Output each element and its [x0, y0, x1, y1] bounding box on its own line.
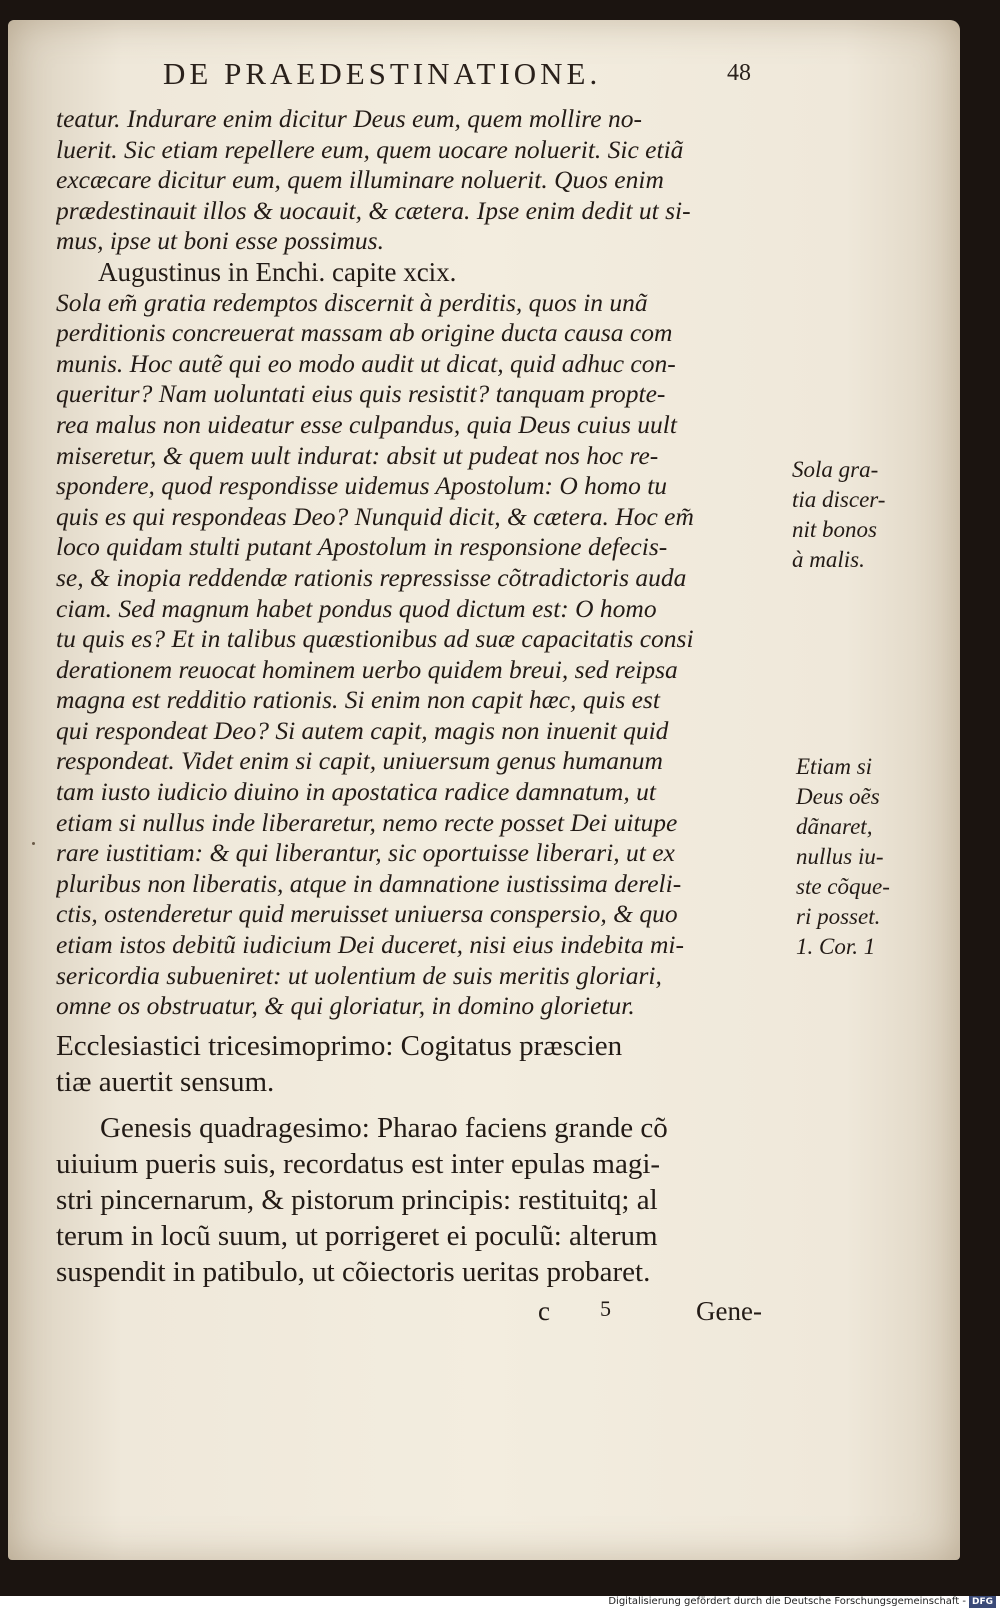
ink-speck — [32, 842, 35, 845]
margin-line: dãnaret, — [796, 814, 873, 839]
margin-line: 1. Cor. 1 — [796, 934, 876, 959]
signature-number: 5 — [600, 1296, 611, 1321]
text-line: qui respondeat Deo? Si autem capit, magis non inuenit quid — [56, 715, 669, 745]
text-line: munis. Hoc autẽ qui eo modo audit ut dicat, quid adhuc con- — [56, 348, 676, 378]
text-line: perditionis concreuerat massam ab origine ducta causa com — [56, 318, 673, 348]
section-heading-ecclesiastici: Ecclesiastici tricesimoprimo: Cogitatus præscien — [56, 1029, 623, 1062]
text-line: uiuium pueris suis, recordatus est inter epulas magi- — [56, 1147, 661, 1180]
signature-mark: c — [538, 1296, 550, 1326]
text-line: rare iustitiam: & qui liberantur, sic oportuisse liberari, ut ex — [56, 838, 675, 868]
text-line: excæcare dicitur eum, quem illuminare noluerit. Quos enim — [56, 165, 664, 195]
margin-line: ste cõque- — [796, 874, 890, 899]
main-text — [56, 104, 784, 1290]
page-number: 48 — [727, 60, 751, 86]
section-heading-augustinus: Augustinus in Enchi. capite xcix. — [98, 256, 457, 287]
margin-note-sola-gratia — [792, 455, 885, 575]
text-line: derationem reuocat hominem uerbo quidem breui, sed reipsa — [56, 654, 678, 684]
text-line: tiæ auertit sensum. — [56, 1065, 275, 1098]
footer-text: Digitalisierung gefördert durch die Deutsche Forschungsgemeinschaft - — [608, 1596, 966, 1607]
text-line: se, & inopia reddendæ rationis repressisse cõtradictoris auda — [56, 562, 687, 592]
text-line: teatur. Indurare enim dicitur Deus eum, quem mollire no- — [56, 104, 642, 133]
text-line: miseretur, & quem uult indurat: absit ut pudeat nos hoc re- — [56, 440, 659, 470]
text-line: mus, ipse ut boni esse possimus. — [56, 226, 384, 256]
section-heading-genesis: Genesis quadragesimo: Pharao faciens grande cõ — [100, 1111, 668, 1144]
margin-line: ri posset. — [796, 904, 881, 929]
text-line: pluribus non liberatis, atque in damnatione iustissima dereli- — [56, 868, 682, 898]
text-line: Sola em̃ gratia redemptos discernit à perditis, quos in unã — [56, 287, 648, 317]
text-line: quis es qui respondeas Deo? Nunquid dicit, & cætera. Hoc em̃ — [56, 501, 694, 531]
text-line: rea malus non uideatur esse culpandus, quia Deus cuius uult — [56, 409, 677, 439]
text-line: omne os obstruatur, & qui gloriatur, in domino glorietur. — [56, 991, 635, 1021]
text-line: sericordia subueniret: ut uolentium de suis meritis gloriari, — [56, 960, 662, 990]
text-line: stri pincernarum, & pistorum principis: restituitq; al — [56, 1183, 658, 1216]
text-line: luerit. Sic etiam repellere eum, quem uocare noluerit. Sic etiã — [56, 134, 684, 164]
margin-line: Deus oẽs — [796, 784, 880, 809]
text-line: spondere, quod respondisse uidemus Apostolum: O homo tu — [56, 471, 668, 501]
margin-line: tia discer- — [792, 487, 886, 512]
text-line: queritur? Nam uoluntati eius quis resistit? tanquam propte- — [56, 379, 666, 409]
text-line: etiam istos debitũ iudicium Dei duceret, nisi eius indebita mi- — [56, 930, 684, 960]
text-line: suspendit in patibulo, ut cõiectoris ueritas probaret. — [56, 1255, 651, 1288]
text-line: ctis, ostenderetur quid meruisset uniuersa conspersio, & quo — [56, 899, 678, 929]
text-line: magna est redditio rationis. Si enim non capit hæc, quis est — [56, 685, 660, 715]
text-line: prædestinauit illos & uocauit, & cætera. Ipse enim dedit ut si- — [56, 195, 691, 225]
text-line: tam iusto iudicio diuino in apostatica radice damnatum, ut — [56, 777, 656, 807]
text-line: tu quis es? Et in talibus quæstionibus ad suæ capacitatis consi — [56, 624, 694, 654]
text-line: ciam. Sed magnum habet pondus quod dictum est: O homo — [56, 593, 657, 623]
text-line: etiam si nullus inde liberaretur, nemo recte posset Dei uitupe — [56, 807, 678, 837]
text-line: loco quidam stulti putant Apostolum in responsione defecis- — [56, 532, 668, 562]
margin-line: nit bonos — [792, 517, 877, 542]
margin-line: à malis. — [792, 547, 865, 572]
digitization-footer — [600, 1594, 996, 1610]
catchword: Gene- — [696, 1296, 762, 1326]
text-line: respondeat. Videt enim si capit, uniuersum genus humanum — [56, 746, 663, 776]
text-line: terum in locũ suum, ut porrigeret ei poculũ: alterum — [56, 1219, 658, 1252]
running-head: DE PRAEDESTINATIONE. — [163, 56, 602, 91]
dfg-logo: DFG — [969, 1596, 996, 1608]
margin-line: Sola gra- — [792, 457, 879, 482]
margin-note-etiam-si — [796, 752, 890, 962]
margin-line: nullus iu- — [796, 844, 884, 869]
margin-line: Etiam si — [796, 754, 873, 779]
